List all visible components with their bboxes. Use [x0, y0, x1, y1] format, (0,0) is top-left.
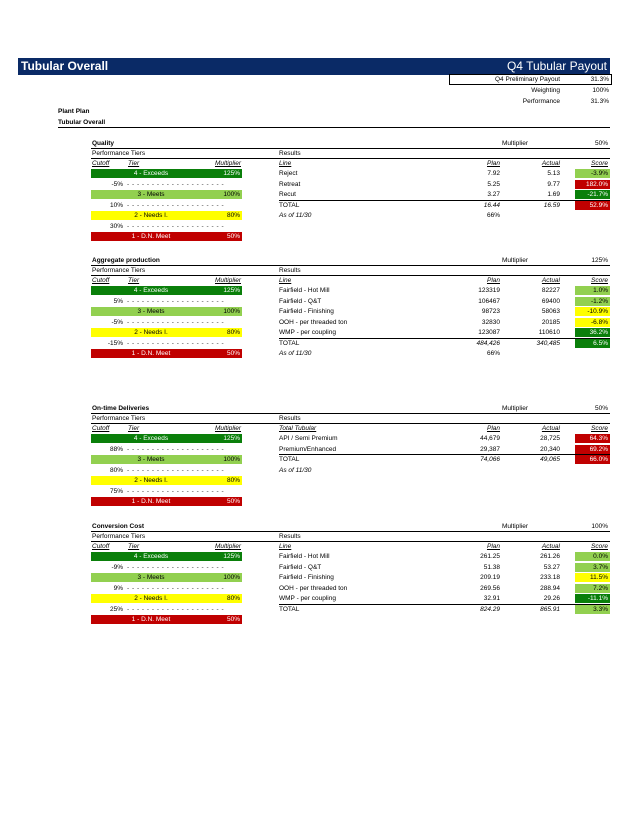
- result-actual: 1.69: [547, 191, 560, 198]
- summary-label: Weighting: [531, 87, 560, 94]
- section-multiplier-label: Multiplier: [502, 523, 529, 530]
- section-multiplier-value: 100%: [591, 523, 608, 530]
- tier-multiplier: 50%: [226, 350, 240, 357]
- multiplier-col-header: Multiplier: [214, 160, 241, 167]
- tier-name: 3 - Meets: [137, 574, 165, 581]
- section-title: On-time Deliveries: [92, 405, 150, 412]
- multiplier-col-header: Multiplier: [214, 277, 241, 284]
- result-line-name: WMP - per coupling: [279, 595, 336, 602]
- score-header: Score: [591, 425, 608, 432]
- result-line-name: OOH - per threaded ton: [279, 584, 348, 592]
- result-actual: 9.77: [547, 180, 560, 188]
- tier-row: [91, 594, 242, 603]
- section-title: Conversion Cost: [92, 523, 145, 530]
- line-header: Line: [279, 543, 292, 550]
- result-actual: 5.13: [547, 170, 560, 177]
- result-score: 66.0%: [575, 455, 610, 464]
- cutoff-value: 75%: [109, 487, 123, 495]
- cutoff-row: [91, 605, 242, 614]
- result-actual: 865.91: [540, 605, 560, 613]
- result-plan: 106467: [478, 297, 500, 305]
- result-line-name: OOH - per threaded ton: [279, 318, 348, 326]
- result-line-name: TOTAL: [279, 201, 300, 209]
- cutoff-row: [91, 180, 242, 189]
- tier-row: [91, 434, 242, 443]
- result-score: -11.1%: [575, 594, 610, 603]
- result-actual: 20,340: [540, 445, 560, 453]
- result-plan: 7.92: [487, 170, 500, 177]
- cutoff-row: [91, 466, 242, 475]
- tier-name: 1 - D.N. Meet: [131, 616, 171, 623]
- result-plan: 29,387: [480, 445, 500, 453]
- result-line-name: Fairfield - Finishing: [279, 308, 334, 315]
- cutoff-value: 10%: [109, 201, 123, 209]
- result-plan: 74,066: [480, 456, 500, 463]
- result-score: 1.0%: [575, 286, 610, 295]
- divider: [91, 413, 610, 414]
- tier-row: [91, 476, 242, 485]
- cutoff-value: 88%: [109, 445, 123, 453]
- cutoff-dots: - - - - - - - - - - - - - - - - - - - -: [127, 180, 225, 188]
- tier-row: [91, 169, 242, 178]
- tier-row: [91, 286, 242, 295]
- result-score: -10.9%: [575, 307, 610, 316]
- tier-name: 2 - Needs I.: [134, 595, 168, 602]
- tier-row: [91, 573, 242, 582]
- result-actual: 53.27: [543, 563, 560, 571]
- result-score: -1.2%: [575, 297, 610, 306]
- result-plan: 98723: [481, 308, 500, 315]
- perf-tiers-heading: Performance Tiers: [92, 150, 146, 157]
- as-of-date: As of 11/30: [279, 350, 312, 357]
- tier-name: 4 - Exceeds: [133, 435, 169, 442]
- result-line-name: Fairfield - Q&T: [279, 297, 322, 305]
- cutoff-dots: - - - - - - - - - - - - - - - - - - - -: [127, 297, 225, 305]
- tier-row: [91, 455, 242, 464]
- result-actual: 16.59: [543, 201, 560, 209]
- result-score: -6.8%: [575, 318, 610, 327]
- tier-header: Tier: [128, 277, 140, 284]
- tier-row: [91, 615, 242, 624]
- result-score: -21.7%: [575, 190, 610, 199]
- result-score: 11.5%: [575, 573, 610, 582]
- tier-row: [91, 552, 242, 561]
- cutoff-row: [91, 487, 242, 496]
- cutoff-dots: - - - - - - - - - - - - - - - - - - - -: [127, 563, 225, 571]
- results-heading: Results: [279, 533, 301, 540]
- cutoff-value: 30%: [109, 222, 123, 230]
- tier-name: 1 - D.N. Meet: [131, 350, 171, 357]
- cutoff-header: Cutoff: [92, 543, 110, 550]
- tier-multiplier: 100%: [223, 456, 240, 463]
- section-title: Aggregate production: [92, 257, 160, 264]
- tier-multiplier: 100%: [223, 574, 240, 581]
- cutoff-row: [91, 222, 242, 231]
- result-plan: 3.27: [487, 191, 500, 198]
- results-heading: Results: [279, 150, 301, 157]
- divider: [91, 531, 610, 532]
- result-line-name: Reject: [279, 170, 298, 177]
- score-header: Score: [591, 543, 608, 550]
- tier-name: 3 - Meets: [137, 456, 165, 463]
- cutoff-row: [91, 445, 242, 454]
- tier-name: 3 - Meets: [137, 191, 165, 198]
- tier-header: Tier: [128, 543, 140, 550]
- plan-header: Plan: [486, 425, 500, 432]
- result-score: 7.2%: [575, 584, 610, 593]
- result-actual: 49,065: [540, 456, 560, 463]
- summary-value: 31.3%: [590, 76, 609, 83]
- summary-value: 31.3%: [590, 98, 609, 105]
- tier-row: [91, 328, 242, 337]
- as-of-percent: 66%: [486, 212, 500, 219]
- cutoff-value: -5%: [111, 318, 123, 326]
- section-multiplier-value: 50%: [594, 140, 608, 147]
- result-score: 0.0%: [575, 552, 610, 561]
- section-multiplier-label: Multiplier: [502, 257, 529, 264]
- cutoff-value: -9%: [111, 563, 123, 571]
- tier-row: [91, 497, 242, 506]
- result-score: 3.3%: [575, 605, 610, 614]
- tier-row: [91, 211, 242, 220]
- score-header: Score: [591, 277, 608, 284]
- result-line-name: TOTAL: [279, 605, 300, 613]
- cutoff-dots: - - - - - - - - - - - - - - - - - - - -: [127, 339, 225, 347]
- plan-header: Plan: [486, 160, 500, 167]
- cutoff-value: 25%: [109, 605, 123, 613]
- tier-multiplier: 50%: [226, 616, 240, 623]
- section-multiplier-label: Multiplier: [502, 140, 529, 147]
- result-line-name: Fairfield - Hot Mill: [279, 553, 330, 560]
- perf-tiers-heading: Performance Tiers: [92, 533, 146, 540]
- result-plan: 5.25: [487, 180, 500, 188]
- result-plan: 32.91: [483, 595, 500, 602]
- summary-label: Performance: [522, 98, 560, 105]
- tier-multiplier: 50%: [226, 233, 240, 240]
- tier-name: 4 - Exceeds: [133, 553, 169, 560]
- result-score: 64.3%: [575, 434, 610, 443]
- result-actual: 340,485: [536, 339, 560, 347]
- section-multiplier-value: 50%: [594, 405, 608, 412]
- score-header: Score: [591, 160, 608, 167]
- result-actual: 20185: [541, 318, 560, 326]
- tier-header: Tier: [128, 425, 140, 432]
- cutoff-dots: - - - - - - - - - - - - - - - - - - - -: [127, 201, 225, 209]
- tier-row: [91, 349, 242, 358]
- tier-name: 3 - Meets: [137, 308, 165, 315]
- line-header: Total Tubular: [279, 425, 317, 432]
- result-line-name: Fairfield - Q&T: [279, 563, 322, 571]
- report-title: Tubular Overall: [21, 59, 109, 73]
- perf-tiers-heading: Performance Tiers: [92, 267, 146, 274]
- result-plan: 44,679: [480, 435, 500, 442]
- result-line-name: API / Semi Premium: [279, 435, 338, 442]
- cutoff-value: -5%: [111, 180, 123, 188]
- tier-multiplier: 80%: [226, 595, 240, 602]
- result-score: 3.7%: [575, 563, 610, 572]
- tier-row: [91, 190, 242, 199]
- cutoff-value: 5%: [113, 297, 123, 305]
- section-title: Quality: [92, 140, 115, 147]
- report-payout-title: Q4 Tubular Payout: [506, 59, 607, 73]
- results-heading: Results: [279, 415, 301, 422]
- tier-name: 1 - D.N. Meet: [131, 498, 171, 505]
- cutoff-row: [91, 339, 242, 348]
- tier-multiplier: 125%: [223, 287, 240, 294]
- result-actual: 233.18: [540, 574, 560, 581]
- line-header: Line: [279, 160, 292, 167]
- perf-tiers-heading: Performance Tiers: [92, 415, 146, 422]
- tier-name: 4 - Exceeds: [133, 287, 169, 294]
- result-plan: 209.19: [480, 574, 500, 581]
- actual-header: Actual: [541, 160, 560, 167]
- section-multiplier-value: 125%: [591, 257, 608, 264]
- tubular-overall-label: Tubular Overall: [58, 119, 106, 126]
- tier-multiplier: 80%: [226, 329, 240, 336]
- as-of-date: As of 11/30: [279, 466, 312, 474]
- cutoff-row: [91, 584, 242, 593]
- actual-header: Actual: [541, 425, 560, 432]
- cutoff-header: Cutoff: [92, 425, 110, 432]
- result-line-name: Fairfield - Hot Mill: [279, 287, 330, 294]
- tier-header: Tier: [128, 160, 140, 167]
- tier-multiplier: 125%: [223, 553, 240, 560]
- result-score: 6.5%: [575, 339, 610, 348]
- result-plan: 123319: [478, 287, 500, 294]
- tier-name: 2 - Needs I.: [134, 212, 168, 219]
- result-line-name: TOTAL: [279, 456, 300, 463]
- tier-multiplier: 50%: [226, 498, 240, 505]
- plan-header: Plan: [486, 277, 500, 284]
- result-actual: 58063: [541, 308, 560, 315]
- tier-multiplier: 80%: [226, 477, 240, 484]
- cutoff-dots: - - - - - - - - - - - - - - - - - - - -: [127, 445, 225, 453]
- result-plan: 51.38: [483, 563, 500, 571]
- tier-name: 4 - Exceeds: [133, 170, 169, 177]
- tier-multiplier: 100%: [223, 191, 240, 198]
- plan-header: Plan: [486, 543, 500, 550]
- cutoff-dots: - - - - - - - - - - - - - - - - - - - -: [127, 487, 225, 495]
- cutoff-dots: - - - - - - - - - - - - - - - - - - - -: [127, 605, 225, 613]
- result-actual: 29.26: [543, 595, 560, 602]
- section-multiplier-label: Multiplier: [502, 405, 529, 412]
- cutoff-dots: - - - - - - - - - - - - - - - - - - - -: [127, 584, 225, 592]
- result-actual: 110610: [538, 329, 560, 336]
- cutoff-row: [91, 201, 242, 210]
- line-header: Line: [279, 277, 292, 284]
- result-plan: 484,426: [476, 339, 500, 347]
- multiplier-col-header: Multiplier: [214, 425, 241, 432]
- cutoff-header: Cutoff: [92, 160, 110, 167]
- result-score: 69.2%: [575, 445, 610, 454]
- result-actual: 69400: [541, 297, 560, 305]
- divider: [58, 127, 610, 128]
- result-line-name: Retreat: [279, 180, 301, 188]
- cutoff-header: Cutoff: [92, 277, 110, 284]
- multiplier-col-header: Multiplier: [214, 543, 241, 550]
- tier-multiplier: 125%: [223, 170, 240, 177]
- tier-row: [91, 232, 242, 241]
- summary-value: 100%: [592, 87, 609, 94]
- cutoff-value: -15%: [107, 339, 123, 347]
- as-of-percent: 66%: [486, 350, 500, 357]
- result-score: -3.9%: [575, 169, 610, 178]
- result-score: 52.9%: [575, 201, 610, 210]
- actual-header: Actual: [541, 277, 560, 284]
- tier-multiplier: 100%: [223, 308, 240, 315]
- tier-name: 1 - D.N. Meet: [131, 233, 171, 240]
- result-line-name: Fairfield - Finishing: [279, 574, 334, 581]
- cutoff-value: 9%: [113, 584, 123, 592]
- cutoff-dots: - - - - - - - - - - - - - - - - - - - -: [127, 466, 225, 474]
- payout-box: [449, 74, 612, 85]
- cutoff-row: [91, 563, 242, 572]
- result-actual: 288.94: [540, 584, 560, 592]
- divider: [91, 148, 610, 149]
- plant-plan-label: Plant Plan: [58, 108, 90, 115]
- as-of-date: As of 11/30: [279, 212, 312, 219]
- result-plan: 261.25: [480, 553, 500, 560]
- result-actual: 28,725: [540, 435, 560, 442]
- divider: [91, 265, 610, 266]
- result-plan: 32830: [481, 318, 500, 326]
- tier-multiplier: 125%: [223, 435, 240, 442]
- cutoff-value: 80%: [109, 466, 123, 474]
- tier-row: [91, 307, 242, 316]
- tier-name: 2 - Needs I.: [134, 329, 168, 336]
- cutoff-row: [91, 297, 242, 306]
- result-line-name: Recut: [279, 191, 296, 198]
- tier-multiplier: 80%: [226, 212, 240, 219]
- result-plan: 269.56: [480, 584, 500, 592]
- cutoff-row: [91, 318, 242, 327]
- result-line-name: TOTAL: [279, 339, 300, 347]
- result-actual: 261.26: [540, 553, 560, 560]
- summary-label: Q4 Preliminary Payout: [494, 76, 560, 83]
- actual-header: Actual: [541, 543, 560, 550]
- results-heading: Results: [279, 267, 301, 274]
- result-plan: 123087: [478, 329, 500, 336]
- tier-name: 2 - Needs I.: [134, 477, 168, 484]
- result-line-name: WMP - per coupling: [279, 329, 336, 336]
- cutoff-dots: - - - - - - - - - - - - - - - - - - - -: [127, 318, 225, 326]
- result-score: 182.0%: [575, 180, 610, 189]
- cutoff-dots: - - - - - - - - - - - - - - - - - - - -: [127, 222, 225, 230]
- result-line-name: Premium/Enhanced: [279, 445, 337, 453]
- report-header-bar: [18, 58, 610, 75]
- result-score: 36.2%: [575, 328, 610, 337]
- result-actual: 82227: [541, 287, 560, 294]
- result-plan: 16.44: [483, 201, 500, 209]
- result-plan: 824.29: [480, 605, 500, 613]
